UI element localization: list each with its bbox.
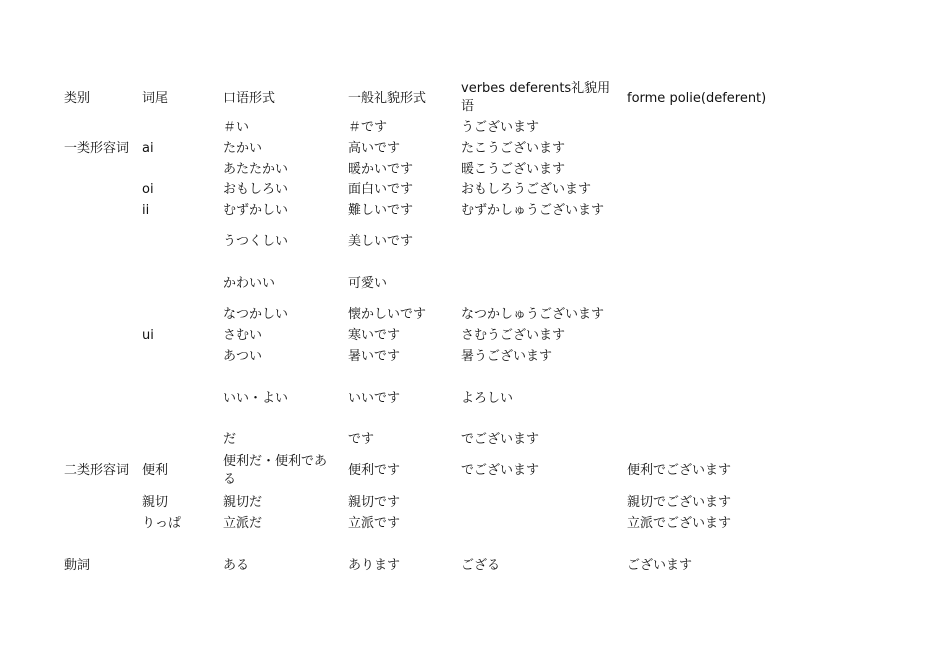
row-14-ending: りっぱ [142,516,182,531]
row-4-colloquial: むずかしい [223,203,289,218]
row-0-polite: ＃です [348,120,388,135]
row-12-polite: 便利です [348,463,401,478]
row-3-colloquial: おもしろい [223,182,289,197]
row-7-polite: 懐かしいです [348,307,427,322]
row-8-deferent: さむうございます [461,328,566,343]
row-3-polite: 面白いです [348,182,414,197]
row-10-polite: いいです [348,391,401,406]
row-13-colloquial: 親切だ [223,495,263,510]
row-4-polite: 難しいです [348,203,414,218]
row-14-polite: 立派です [348,516,401,531]
row-12-colloquial: 便利だ・便利である [223,454,328,487]
row-13-ending: 親切 [142,495,169,510]
row-1-polite: 高いです [348,141,401,156]
row-12-ending: 便利 [142,463,169,478]
row-6-colloquial: かわいい [223,276,276,291]
row-9-colloquial: あつい [223,349,263,364]
row-2-deferent: 暖こうございます [461,162,566,177]
row-0-colloquial: ＃い [223,120,250,135]
row-1-deferent: たこうございます [461,141,566,156]
row-9-deferent: 暑うございます [461,349,553,364]
row-8-colloquial: さむい [223,328,263,343]
row-7-colloquial: なつかしい [223,307,289,322]
row-15-colloquial: ある [223,558,250,573]
row-10-deferent: よろしい [461,391,514,406]
row-15-category: 動詞 [64,558,91,573]
row-8-polite: 寒いです [348,328,401,343]
row-0-deferent: うございます [461,120,540,135]
row-13-polite: 親切です [348,495,401,510]
row-4-ending: ii [142,203,150,218]
header-deferent-verbs: verbes deferents礼貌用语 [461,81,611,114]
row-1-category: 一类形容词 [64,141,130,156]
row-13-forme-polie: 親切でございます [627,495,732,510]
row-2-polite: 暖かいです [348,162,414,177]
row-12-category: 二类形容词 [64,463,130,478]
row-5-colloquial: うつくしい [223,234,289,249]
row-11-deferent: でございます [461,432,540,447]
row-15-polite: あります [348,558,401,573]
row-15-deferent: ござる [461,558,501,573]
header-forme-polie: forme polie(deferent) [627,91,767,106]
row-1-colloquial: たかい [223,141,263,156]
row-3-ending: oi [142,182,154,197]
row-6-polite: 可愛い [348,276,388,291]
row-9-polite: 暑いです [348,349,401,364]
header-category: 类别 [64,91,91,106]
row-12-forme-polie: 便利でございます [627,463,732,478]
header-polite: 一般礼貌形式 [348,91,427,106]
row-12-deferent: でございます [461,463,540,478]
row-4-deferent: むずかしゅうございます [461,203,605,218]
row-11-colloquial: だ [223,432,237,447]
header-ending: 词尾 [142,91,169,106]
row-8-ending: ui [142,328,154,343]
row-14-forme-polie: 立派でございます [627,516,732,531]
row-11-polite: です [348,432,375,447]
row-2-colloquial: あたたかい [223,162,289,177]
row-15-forme-polie: ございます [627,558,693,573]
row-5-polite: 美しいです [348,234,414,249]
row-10-colloquial: いい・よい [223,391,289,406]
row-7-deferent: なつかしゅうございます [461,307,605,322]
header-colloquial: 口语形式 [223,91,276,106]
row-14-colloquial: 立派だ [223,516,263,531]
row-1-ending: ai [142,141,154,156]
row-3-deferent: おもしろうございます [461,182,592,197]
